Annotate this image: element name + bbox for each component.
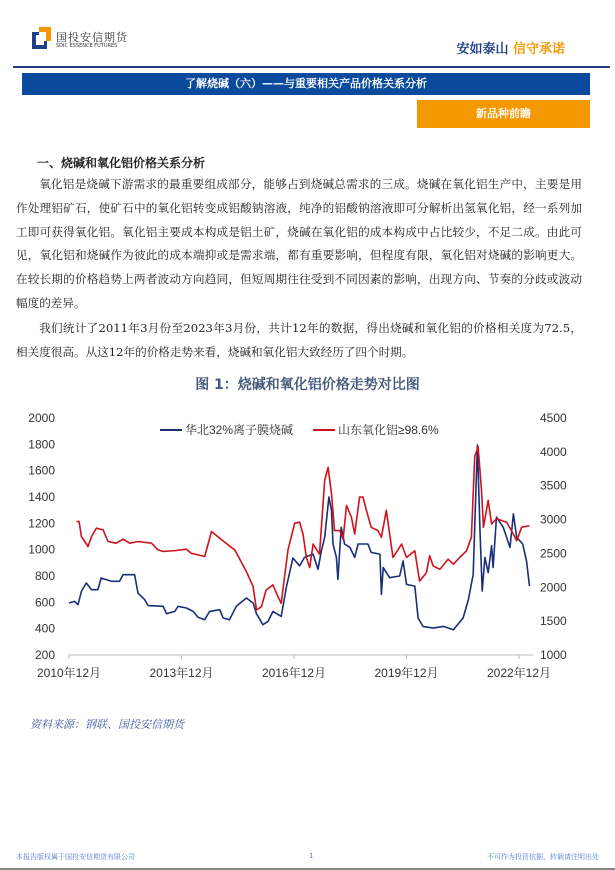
y-left-tick-label: 800 <box>34 569 55 583</box>
y-right-tick-label: 4000 <box>540 444 567 459</box>
logo-text-en: SDIC ESSENCE FUTURES <box>56 43 118 49</box>
y-left-tick-label: 1400 <box>28 490 55 504</box>
y-left-tick-label: 1200 <box>28 516 55 531</box>
y-right-tick-label: 1000 <box>540 648 567 662</box>
series-line-alumina <box>77 447 530 610</box>
y-left-tick-label: 600 <box>34 595 55 610</box>
price-comparison-chart <box>0 400 615 700</box>
figure-source: 资料来源：钢联、国投安信期货 <box>30 718 184 731</box>
y-right-tick-label: 2000 <box>540 580 567 595</box>
y-left-tick-label: 2000 <box>28 411 55 425</box>
slogan-part-1: 安如泰山 <box>456 42 509 57</box>
slogan <box>456 38 565 57</box>
x-tick-label: 2019年12月 <box>374 666 439 680</box>
y-left-tick-label: 1000 <box>28 542 55 557</box>
logo-text-cn: 国投安信期货 <box>56 31 128 44</box>
body-paragraph-2: 我们统计了2011年3月份至2023年3月份，共计12年的数据，得出烧碱和氧化铝的价格相关度为72.5，相关度很高。从这12年的价格走势来看，烧碱和氧化铝大致经历了四个时期。 <box>16 321 582 359</box>
category-tag: 新品种前瞻 <box>417 100 590 128</box>
series-line-caustic-soda <box>69 445 530 630</box>
body-paragraph-1: 氧化铝是烧碱下游需求的最重要组成部分，能够占到烧碱总需求的三成。烧碱在氧化铝生产中，主要是用作处理铝矿石，使矿石中的氧化铝转变成铝酸钠溶液，纯净的铝酸钠溶液即可分解析出氢氧化铝，经一系列加工即可获得氧化铝。氧化铝主要成本构成是铝土矿，烧碱在氧化铝的成本构成中占比较少，不足二成。由此可见，氧化铝和烧碱作为彼此的成本端抑或是需求端，都有重要影响，但程度有限，氧化铝对烧碱的影响更大。在较长期的价格趋势上两者波动方向趋同，但短周期往往受到不同因素的影响，出现方向、节奏的分歧或波动幅度的差异。 <box>16 177 582 310</box>
x-tick-label: 2013年12月 <box>149 666 214 680</box>
y-right-tick-label: 3000 <box>540 512 567 527</box>
footer-copyright: 本报告版权属于国投安信期货有限公司 <box>16 853 135 861</box>
section-heading: 一、烧碱和氧化铝价格关系分析 <box>37 156 206 170</box>
y-left-tick-label: 200 <box>34 648 55 662</box>
x-tick-label: 2010年12月 <box>36 666 102 680</box>
y-right-tick-label: 3500 <box>540 478 567 493</box>
y-right-tick-label: 4500 <box>540 411 567 425</box>
x-tick-label: 2022年12月 <box>486 666 552 680</box>
figure-title: 图 1：烧碱和氧化铝价格走势对比图 <box>195 377 420 393</box>
footer-disclaimer: 不可作为投资依据，转载请注明出处 <box>487 853 599 861</box>
report-title-banner: 了解烧碱（六）——与重要相关产品价格关系分析 <box>22 73 590 95</box>
legend-label: 华北32%离子膜烧碱 <box>185 423 294 437</box>
y-left-tick-label: 400 <box>34 621 55 636</box>
header-divider <box>13 66 610 68</box>
y-left-tick-label: 1800 <box>28 437 55 452</box>
slogan-part-2: 信守承诺 <box>512 42 565 57</box>
company-logo-icon <box>32 27 52 49</box>
y-right-tick-label: 2500 <box>540 546 567 561</box>
legend-label: 山东氧化铝≥98.6% <box>338 423 439 437</box>
page-number: 1 <box>309 852 314 860</box>
y-left-tick-label: 1600 <box>28 463 55 478</box>
x-tick-label: 2016年12月 <box>261 666 327 680</box>
y-right-tick-label: 1500 <box>540 614 567 629</box>
